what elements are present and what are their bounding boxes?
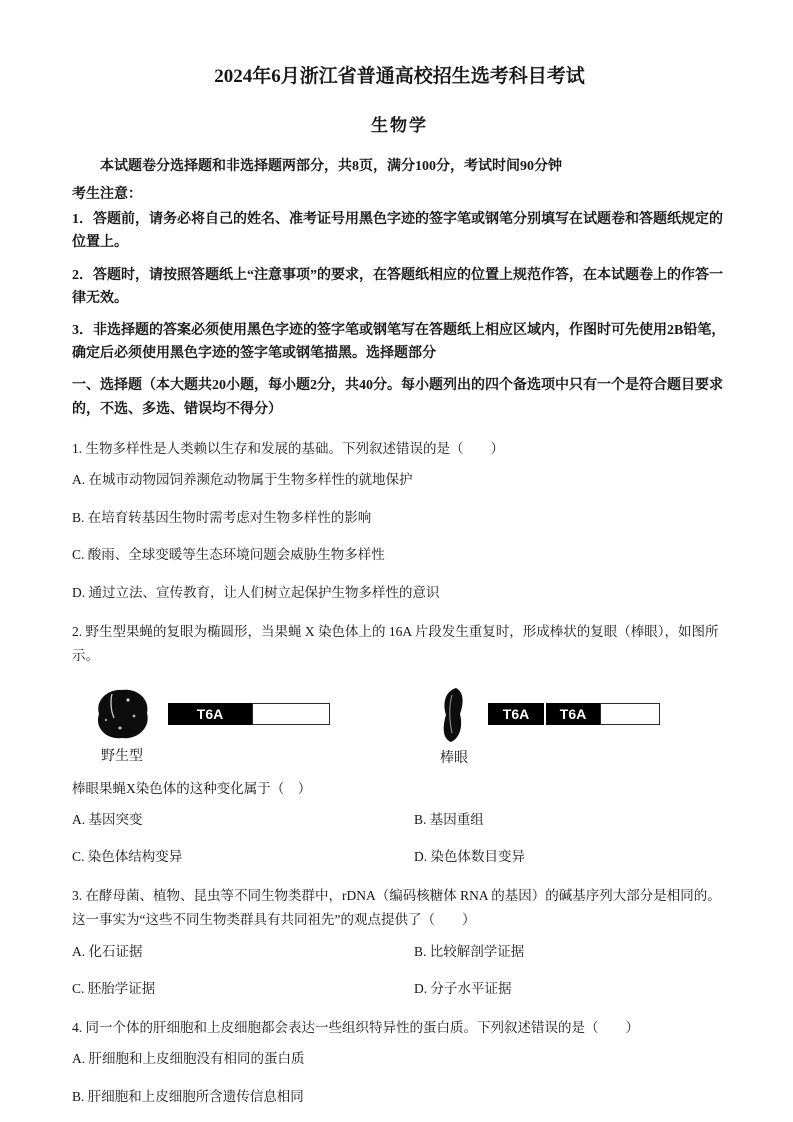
- question-2-options-row-1: [72, 809, 727, 831]
- question-3-option-d: D. 分子水平证据: [414, 981, 512, 997]
- notice-item-1: 1．答题前，请务必将自己的姓名、准考证号用黑色字迹的签字笔或钢笔分别填写在试题卷和答题纸规定的位置上。: [72, 212, 723, 251]
- subject-title: 生物学: [371, 116, 428, 136]
- bar-segment-blank: [600, 703, 660, 725]
- question-1-option-c: C. 酸雨、全球变暖等生态环境问题会威胁生物多样性: [72, 547, 385, 563]
- wild-type-eye-image: [90, 686, 154, 742]
- wild-segment-t6a: T6A: [168, 703, 252, 725]
- question-3-option-c: C. 胚胎学证据: [72, 981, 156, 997]
- bar-eye-chromosome-bar: [488, 703, 660, 725]
- bar-eye-image: [434, 686, 474, 744]
- bar-segment-t6a-1: T6A: [488, 703, 544, 725]
- question-1-stem: 1. 生物多样性是人类赖以生存和发展的基础。下列叙述错误的是（ ）: [72, 440, 504, 456]
- question-3-options-row-2: [72, 978, 727, 1000]
- wild-type-label: 野生型: [101, 749, 143, 765]
- question-1: [72, 437, 727, 604]
- question-3-stem: 3. 在酵母菌、植物、昆虫等不同生物类群中，rDNA（编码核糖体 RNA 的基因）的碱基序列大部分是相同的。这一事实为“这些不同生物类群具有共同祖先”的观点提供了（ ）: [72, 888, 721, 928]
- wild-type-eye-group: [90, 686, 154, 768]
- question-2-option-b: B. 基因重组: [414, 811, 484, 827]
- question-4-option-a: A. 肝细胞和上皮细胞没有相同的蛋白质: [72, 1051, 305, 1067]
- question-2: [72, 620, 727, 868]
- notice-heading: 考生注意：: [72, 186, 142, 202]
- question-2-option-c: C. 染色体结构变异: [72, 849, 183, 865]
- question-3-option-b: B. 比较解剖学证据: [414, 943, 525, 959]
- question-1-option-b: B. 在培育转基因生物时需考虑对生物多样性的影响: [72, 509, 372, 525]
- question-2-stem-continued: 棒眼果蝇X染色体的这种变化属于（ ）: [72, 780, 312, 796]
- question-2-options-row-2: [72, 846, 727, 868]
- bar-eye-label: 棒眼: [440, 751, 468, 767]
- wild-type-chromosome-bar: [168, 703, 330, 725]
- question-4-stem: 4. 同一个体的肝细胞和上皮细胞都会表达一些组织特异性的蛋白质。下列叙述错误的是（ ）: [72, 1019, 639, 1035]
- question-3-options-row-1: [72, 941, 727, 963]
- q2-figure: [72, 686, 727, 770]
- notice-item-3: 3．非选择题的答案必须使用黑色字迹的签字笔或钢笔写在答题纸上相应区域内，作图时可先使用2B铅笔，确定后必须使用黑色字迹的签字笔或钢笔描黑。选择题部分: [72, 322, 726, 361]
- exam-summary: 本试题卷分选择题和非选择题两部分，共8页，满分100分，考试时间90分钟: [100, 158, 562, 174]
- notice-item-2: 2．答题时，请按照答题纸上“注意事项”的要求，在答题纸相应的位置上规范作答，在本试题卷上的作答一律无效。: [72, 267, 723, 306]
- question-2-option-d: D. 染色体数目变异: [414, 849, 525, 865]
- question-3: [72, 884, 727, 1000]
- page-title: 2024年6月浙江省普通高校招生选考科目考试: [214, 66, 585, 87]
- question-2-stem: 2. 野生型果蝇的复眼为椭圆形，当果蝇 X 染色体上的 16A 片段发生重复时，形成棒状的复眼（棒眼），如图所示。: [72, 623, 719, 663]
- section-heading: 一、选择题（本大题共20小题，每小题2分，共40分。每小题列出的四个备选项中只有一个是符合题目要求的，不选、多选、错误均不得分）: [72, 377, 723, 418]
- question-2-option-a: A. 基因突变: [72, 811, 143, 827]
- question-3-option-a: A. 化石证据: [72, 943, 143, 959]
- bar-eye-group: [434, 686, 474, 770]
- question-1-option-d: D. 通过立法、宣传教育，让人们树立起保护生物多样性的意识: [72, 585, 440, 600]
- question-4: [72, 1016, 727, 1107]
- bar-segment-t6a-2: T6A: [544, 703, 600, 725]
- wild-segment-blank: [252, 703, 330, 725]
- question-1-option-a: A. 在城市动物园饲养濒危动物属于生物多样性的就地保护: [72, 472, 413, 488]
- question-4-option-b: B. 肝细胞和上皮细胞所含遗传信息相同: [72, 1088, 304, 1104]
